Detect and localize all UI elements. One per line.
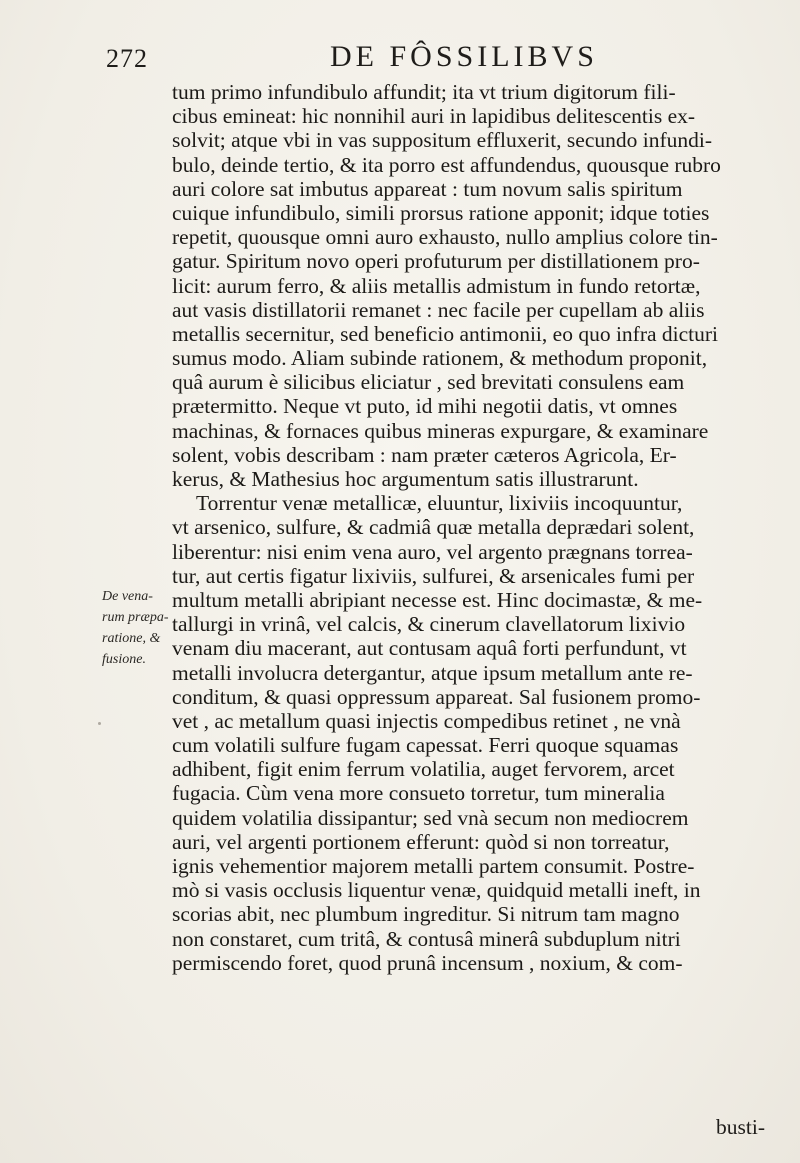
text-line: fugacia. Cùm vena more consueto torretur, tum mineralia <box>172 781 665 806</box>
body-text <box>172 80 782 975</box>
text-line: permiscendo foret, quod prunâ incensum , noxium, & com- <box>172 950 683 975</box>
running-head: DE FÔSSILIBVS <box>330 40 598 73</box>
text-line: gatur. Spiritum novo operi profuturum per distillationem pro- <box>172 249 700 274</box>
text-line: cibus emineat: hic nonnihil auri in lapidibus delitescentis ex- <box>172 104 696 129</box>
text-line: kerus, & Mathesius hoc argumentum satis illustrarunt. <box>172 467 639 491</box>
text-line: vet , ac metallum quasi injectis compedibus retinet , ne vnà <box>172 708 681 733</box>
text-line: vt arsenico, sulfure, & cadmiâ quæ metalla deprædari solent, <box>172 515 695 540</box>
text-line: venam diu macerant, aut contusam aquâ forti perfundunt, vt <box>172 636 687 661</box>
margin-note-line: ratione, & <box>102 631 161 646</box>
text-line: cum volatili sulfure fugam capessat. Ferri quoque squamas <box>172 733 679 758</box>
page-header <box>0 34 800 78</box>
page-number: 272 <box>106 44 148 73</box>
text-line: metalli involucra detergantur, atque ipsum metallum ante re- <box>172 660 693 685</box>
margin-note-line: rum præpa- <box>102 610 169 625</box>
text-line: scorias abit, nec plumbum ingreditur. Si nitrum tam magno <box>172 902 680 927</box>
text-line: machinas, & fornaces quibus mineras expurgare, & examinare <box>172 418 709 443</box>
text-line: multum metalli abripiant necesse est. Hinc docimastæ, & me- <box>172 587 703 612</box>
margin-note-line: fusione. <box>102 652 146 667</box>
text-line: solent, vobis describam : nam præter cæteros Agricola, Er- <box>172 442 677 467</box>
text-line-paragraph-start: Torrentur venæ metallicæ, eluuntur, lixiviis incoquuntur, <box>196 491 683 516</box>
text-line: prætermitto. Neque vt puto, id mihi negotii datis, vt omnes <box>172 394 678 419</box>
text-line: sumus modo. Aliam subinde rationem, & methodum proponit, <box>172 346 708 371</box>
text-line: conditum, & quasi oppressum appareat. Sal fusionem promo- <box>172 684 701 709</box>
text-line: adhibent, figit enim ferrum volatilia, auget fervorem, arcet <box>172 757 675 782</box>
catchword: busti- <box>716 1115 765 1139</box>
text-line: tallurgi in vrinâ, vel calcis, & cinerum clavellatorum lixivio <box>172 612 686 637</box>
text-line: solvit; atque vbi in vas suppositum effluxerit, secundo infundi- <box>172 128 713 153</box>
text-line: bulo, deinde tertio, & ita porro est affundendus, quousque rubro <box>172 152 721 177</box>
paper-speck <box>98 722 101 725</box>
text-line: metallis secernitur, sed beneficio antimonii, eo quo infra dicturi <box>172 321 719 346</box>
text-line: licit: aurum ferro, & aliis metallis admistum in fundo retortæ, <box>172 273 701 298</box>
margin-note <box>102 586 172 670</box>
text-line: ignis vehementior majorem metalli partem consumit. Postre- <box>172 854 695 878</box>
text-line: tum primo infundibulo affundit; ita vt trium digitorum fili- <box>172 80 676 104</box>
text-line: auri colore sat imbutus appareat : tum novum salis spiritum <box>172 176 683 201</box>
text-line: repetit, quousque omni auro exhausto, nullo amplius colore tin- <box>172 225 718 250</box>
text-line: auri, vel argenti portionem efferunt: quòd si non torreatur, <box>172 829 670 854</box>
text-line: aut vasis distillatorii remanet : nec facile per cupellam ab aliis <box>172 297 705 322</box>
text-line: quâ aurum è silicibus eliciatur , sed brevitati consulens eam <box>172 370 685 395</box>
text-line: non constaret, cum tritâ, & contusâ minerâ subduplum nitri <box>172 926 681 951</box>
text-line: mò si vasis occlusis liquentur venæ, quidquid metalli ineft, in <box>172 878 701 903</box>
text-line: tur, aut certis figatur lixiviis, sulfurei, & arsenicales fumi per <box>172 563 695 588</box>
text-line: cuique infundibulo, simili prorsus ratione apponit; idque toties <box>172 200 710 225</box>
text-line: quidem volatilia dissipantur; sed vnà secum non mediocrem <box>172 805 689 830</box>
text-line: liberentur: nisi enim vena auro, vel argento prægnans torrea- <box>172 539 693 564</box>
margin-note-line: De vena- <box>102 589 153 604</box>
